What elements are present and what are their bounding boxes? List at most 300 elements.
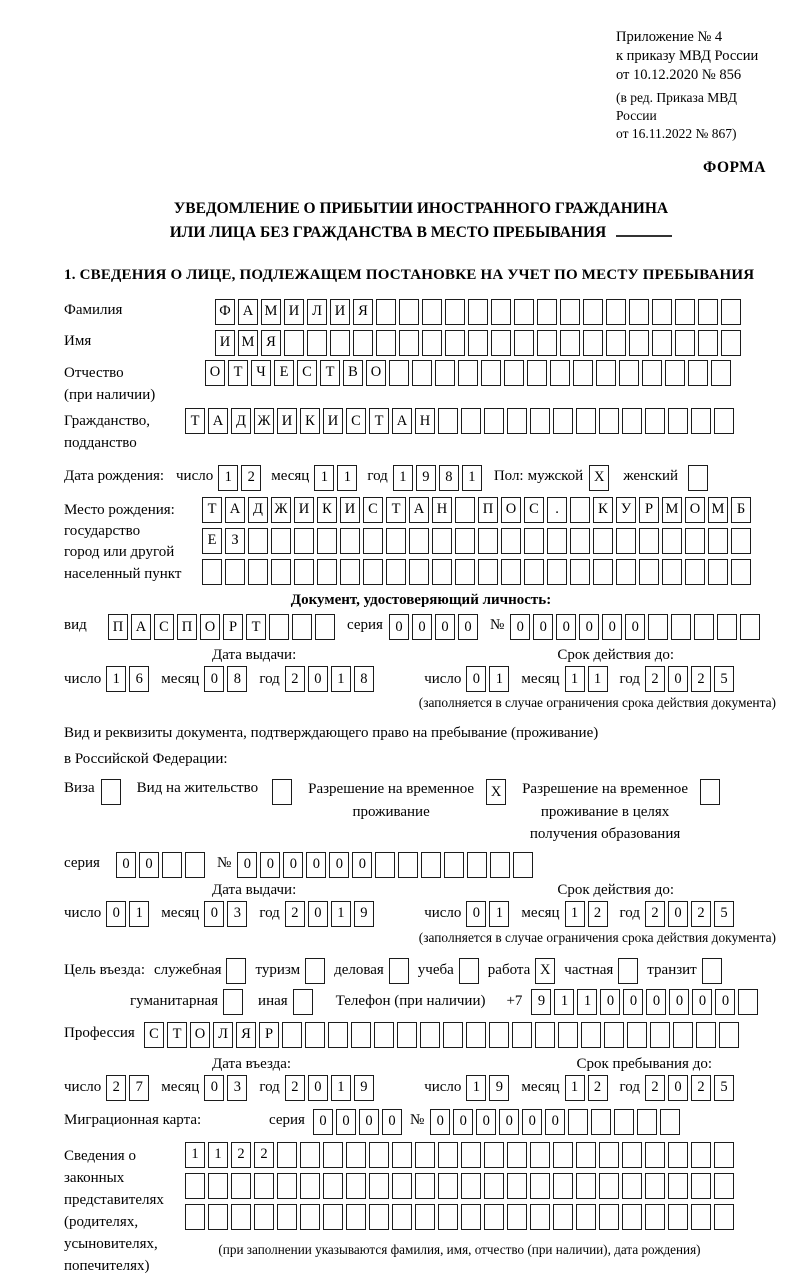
char-box[interactable]: 8 <box>439 465 459 491</box>
char-box[interactable] <box>317 559 337 585</box>
char-box[interactable] <box>537 330 557 356</box>
char-box[interactable]: 0 <box>668 1075 688 1101</box>
char-box[interactable] <box>637 1109 657 1135</box>
char-box[interactable] <box>652 330 672 356</box>
char-box[interactable] <box>435 360 455 386</box>
char-box[interactable] <box>599 1173 619 1199</box>
char-box[interactable]: Н <box>415 408 435 434</box>
char-box[interactable] <box>547 559 567 585</box>
char-box[interactable] <box>639 528 659 554</box>
char-box[interactable] <box>606 330 626 356</box>
char-box[interactable]: Я <box>353 299 373 325</box>
char-box[interactable] <box>507 1173 527 1199</box>
char-box[interactable] <box>305 958 325 984</box>
char-box[interactable]: 3 <box>227 1075 247 1101</box>
char-box[interactable]: 1 <box>129 901 149 927</box>
char-box[interactable]: С <box>144 1022 164 1048</box>
char-box[interactable]: А <box>131 614 151 640</box>
char-box[interactable]: Т <box>320 360 340 386</box>
char-box[interactable]: А <box>392 408 412 434</box>
char-box[interactable] <box>604 1022 624 1048</box>
char-box[interactable] <box>504 360 524 386</box>
char-box[interactable] <box>438 1142 458 1168</box>
char-box[interactable] <box>375 852 395 878</box>
char-box[interactable] <box>369 1142 389 1168</box>
char-box[interactable] <box>491 330 511 356</box>
char-box[interactable]: С <box>346 408 366 434</box>
char-box[interactable] <box>484 1142 504 1168</box>
char-box[interactable]: Р <box>223 614 243 640</box>
char-box[interactable]: З <box>225 528 245 554</box>
char-box[interactable]: 2 <box>588 901 608 927</box>
char-box[interactable] <box>208 1173 228 1199</box>
char-box[interactable] <box>248 528 268 554</box>
char-box[interactable] <box>553 1204 573 1230</box>
char-box[interactable] <box>501 528 521 554</box>
char-box[interactable]: П <box>108 614 128 640</box>
char-box[interactable] <box>583 330 603 356</box>
char-box[interactable] <box>583 299 603 325</box>
char-box[interactable]: 0 <box>602 614 622 640</box>
char-box[interactable] <box>619 360 639 386</box>
char-box[interactable]: 0 <box>306 852 326 878</box>
char-box[interactable] <box>668 1142 688 1168</box>
char-box[interactable]: Ж <box>254 408 274 434</box>
char-box[interactable] <box>412 360 432 386</box>
char-box[interactable] <box>409 559 429 585</box>
char-box[interactable] <box>642 360 662 386</box>
char-box[interactable]: 0 <box>476 1109 496 1135</box>
char-box[interactable] <box>738 989 758 1015</box>
char-box[interactable] <box>374 1022 394 1048</box>
char-box[interactable]: Т <box>167 1022 187 1048</box>
char-box[interactable]: Р <box>259 1022 279 1048</box>
char-box[interactable]: М <box>238 330 258 356</box>
char-box[interactable]: 1 <box>462 465 482 491</box>
char-box[interactable] <box>576 1204 596 1230</box>
char-box[interactable] <box>731 559 751 585</box>
char-box[interactable] <box>512 1022 532 1048</box>
char-box[interactable] <box>101 779 121 805</box>
char-box[interactable] <box>438 1173 458 1199</box>
char-box[interactable] <box>629 299 649 325</box>
char-box[interactable]: Т <box>228 360 248 386</box>
char-box[interactable]: X <box>486 779 506 805</box>
char-box[interactable] <box>231 1173 251 1199</box>
char-box[interactable] <box>530 1204 550 1230</box>
char-box[interactable] <box>570 497 590 523</box>
char-box[interactable]: И <box>340 497 360 523</box>
char-box[interactable] <box>501 559 521 585</box>
char-box[interactable] <box>323 1204 343 1230</box>
char-box[interactable] <box>420 1022 440 1048</box>
char-box[interactable]: И <box>294 497 314 523</box>
char-box[interactable]: 9 <box>416 465 436 491</box>
char-box[interactable] <box>671 614 691 640</box>
char-box[interactable] <box>461 408 481 434</box>
char-box[interactable] <box>330 330 350 356</box>
char-box[interactable]: Ч <box>251 360 271 386</box>
char-box[interactable]: Т <box>246 614 266 640</box>
char-box[interactable]: Т <box>202 497 222 523</box>
char-box[interactable]: 2 <box>691 1075 711 1101</box>
char-box[interactable]: Д <box>248 497 268 523</box>
char-box[interactable]: 1 <box>208 1142 228 1168</box>
char-box[interactable] <box>662 528 682 554</box>
char-box[interactable] <box>444 852 464 878</box>
char-box[interactable] <box>478 528 498 554</box>
char-box[interactable]: О <box>190 1022 210 1048</box>
char-box[interactable] <box>553 408 573 434</box>
char-box[interactable]: 6 <box>129 666 149 692</box>
char-box[interactable]: 0 <box>308 1075 328 1101</box>
char-box[interactable]: 0 <box>389 614 409 640</box>
char-box[interactable] <box>461 1173 481 1199</box>
char-box[interactable] <box>650 1022 670 1048</box>
char-box[interactable] <box>392 1204 412 1230</box>
char-box[interactable]: С <box>297 360 317 386</box>
char-box[interactable]: 2 <box>691 666 711 692</box>
char-box[interactable]: Л <box>213 1022 233 1048</box>
char-box[interactable]: 1 <box>577 989 597 1015</box>
char-box[interactable] <box>675 330 695 356</box>
char-box[interactable] <box>514 299 534 325</box>
char-box[interactable]: 0 <box>600 989 620 1015</box>
char-box[interactable] <box>392 1142 412 1168</box>
char-box[interactable]: И <box>277 408 297 434</box>
char-box[interactable]: 0 <box>116 852 136 878</box>
char-box[interactable]: К <box>317 497 337 523</box>
char-box[interactable] <box>507 1142 527 1168</box>
char-box[interactable] <box>721 299 741 325</box>
char-box[interactable]: 9 <box>489 1075 509 1101</box>
char-box[interactable]: 0 <box>579 614 599 640</box>
char-box[interactable] <box>675 299 695 325</box>
char-box[interactable]: 9 <box>354 1075 374 1101</box>
char-box[interactable]: 1 <box>554 989 574 1015</box>
char-box[interactable] <box>481 360 501 386</box>
char-box[interactable]: 0 <box>359 1109 379 1135</box>
char-box[interactable] <box>614 1109 634 1135</box>
char-box[interactable] <box>645 408 665 434</box>
char-box[interactable]: 1 <box>331 1075 351 1101</box>
char-box[interactable] <box>714 408 734 434</box>
char-box[interactable] <box>398 852 418 878</box>
char-box[interactable] <box>527 360 547 386</box>
char-box[interactable] <box>459 958 479 984</box>
char-box[interactable] <box>467 852 487 878</box>
char-box[interactable]: О <box>205 360 225 386</box>
char-box[interactable] <box>491 299 511 325</box>
char-box[interactable] <box>226 958 246 984</box>
char-box[interactable]: 0 <box>533 614 553 640</box>
char-box[interactable]: 2 <box>691 901 711 927</box>
char-box[interactable]: О <box>366 360 386 386</box>
char-box[interactable] <box>714 1142 734 1168</box>
char-box[interactable]: 0 <box>204 666 224 692</box>
char-box[interactable]: 1 <box>314 465 334 491</box>
char-box[interactable]: 1 <box>331 666 351 692</box>
char-box[interactable]: 1 <box>218 465 238 491</box>
char-box[interactable]: 2 <box>241 465 261 491</box>
char-box[interactable] <box>524 559 544 585</box>
char-box[interactable] <box>622 1204 642 1230</box>
char-box[interactable]: 1 <box>331 901 351 927</box>
char-box[interactable] <box>254 1173 274 1199</box>
char-box[interactable] <box>340 559 360 585</box>
char-box[interactable] <box>558 1022 578 1048</box>
char-box[interactable] <box>455 497 475 523</box>
char-box[interactable]: С <box>524 497 544 523</box>
char-box[interactable]: Е <box>274 360 294 386</box>
char-box[interactable] <box>277 1142 297 1168</box>
char-box[interactable] <box>576 408 596 434</box>
char-box[interactable] <box>415 1142 435 1168</box>
char-box[interactable] <box>530 1142 550 1168</box>
char-box[interactable]: 1 <box>185 1142 205 1168</box>
char-box[interactable] <box>573 360 593 386</box>
char-box[interactable] <box>478 559 498 585</box>
char-box[interactable] <box>599 1142 619 1168</box>
char-box[interactable]: 0 <box>669 989 689 1015</box>
char-box[interactable] <box>691 1173 711 1199</box>
char-box[interactable] <box>694 614 714 640</box>
char-box[interactable]: 0 <box>435 614 455 640</box>
char-box[interactable] <box>568 1109 588 1135</box>
char-box[interactable] <box>714 1204 734 1230</box>
char-box[interactable] <box>376 330 396 356</box>
char-box[interactable] <box>185 852 205 878</box>
char-box[interactable]: 0 <box>204 901 224 927</box>
char-box[interactable] <box>284 330 304 356</box>
char-box[interactable] <box>507 408 527 434</box>
char-box[interactable]: Б <box>731 497 751 523</box>
char-box[interactable] <box>369 1173 389 1199</box>
char-box[interactable]: Т <box>185 408 205 434</box>
char-box[interactable] <box>688 465 708 491</box>
char-box[interactable] <box>386 528 406 554</box>
char-box[interactable] <box>307 330 327 356</box>
char-box[interactable] <box>606 299 626 325</box>
char-box[interactable] <box>353 330 373 356</box>
char-box[interactable] <box>668 408 688 434</box>
char-box[interactable] <box>300 1173 320 1199</box>
char-box[interactable]: 0 <box>430 1109 450 1135</box>
char-box[interactable] <box>162 852 182 878</box>
char-box[interactable] <box>458 360 478 386</box>
char-box[interactable] <box>376 299 396 325</box>
char-box[interactable] <box>576 1142 596 1168</box>
char-box[interactable] <box>576 1173 596 1199</box>
char-box[interactable]: 3 <box>227 901 247 927</box>
char-box[interactable]: А <box>225 497 245 523</box>
char-box[interactable]: 2 <box>254 1142 274 1168</box>
char-box[interactable]: 0 <box>106 901 126 927</box>
char-box[interactable]: . <box>547 497 567 523</box>
char-box[interactable] <box>660 1109 680 1135</box>
char-box[interactable]: 2 <box>231 1142 251 1168</box>
char-box[interactable]: К <box>300 408 320 434</box>
char-box[interactable]: 0 <box>466 666 486 692</box>
char-box[interactable] <box>696 1022 716 1048</box>
char-box[interactable]: 1 <box>565 666 585 692</box>
char-box[interactable] <box>294 528 314 554</box>
char-box[interactable] <box>596 360 616 386</box>
char-box[interactable] <box>524 528 544 554</box>
char-box[interactable]: 0 <box>382 1109 402 1135</box>
char-box[interactable] <box>668 1204 688 1230</box>
char-box[interactable]: 1 <box>337 465 357 491</box>
char-box[interactable] <box>293 989 313 1015</box>
char-box[interactable] <box>662 559 682 585</box>
char-box[interactable] <box>369 1204 389 1230</box>
char-box[interactable]: 0 <box>510 614 530 640</box>
char-box[interactable] <box>599 408 619 434</box>
char-box[interactable] <box>315 614 335 640</box>
char-box[interactable] <box>328 1022 348 1048</box>
char-box[interactable] <box>550 360 570 386</box>
char-box[interactable] <box>292 614 312 640</box>
char-box[interactable]: С <box>363 497 383 523</box>
char-box[interactable]: 0 <box>668 901 688 927</box>
char-box[interactable] <box>351 1022 371 1048</box>
char-box[interactable]: Я <box>236 1022 256 1048</box>
char-box[interactable] <box>581 1022 601 1048</box>
char-box[interactable]: О <box>685 497 705 523</box>
char-box[interactable] <box>386 559 406 585</box>
char-box[interactable] <box>346 1204 366 1230</box>
char-box[interactable] <box>553 1142 573 1168</box>
char-box[interactable] <box>208 1204 228 1230</box>
char-box[interactable]: А <box>208 408 228 434</box>
char-box[interactable] <box>438 408 458 434</box>
char-box[interactable] <box>422 299 442 325</box>
char-box[interactable]: 9 <box>354 901 374 927</box>
char-box[interactable] <box>593 528 613 554</box>
char-box[interactable] <box>622 1142 642 1168</box>
char-box[interactable]: 1 <box>466 1075 486 1101</box>
char-box[interactable]: П <box>478 497 498 523</box>
char-box[interactable] <box>363 559 383 585</box>
char-box[interactable]: 0 <box>308 666 328 692</box>
char-box[interactable] <box>461 1142 481 1168</box>
char-box[interactable]: 8 <box>354 666 374 692</box>
char-box[interactable] <box>415 1173 435 1199</box>
char-box[interactable]: А <box>409 497 429 523</box>
char-box[interactable] <box>392 1173 412 1199</box>
char-box[interactable] <box>225 559 245 585</box>
char-box[interactable] <box>445 330 465 356</box>
char-box[interactable] <box>432 528 452 554</box>
char-box[interactable]: 0 <box>692 989 712 1015</box>
char-box[interactable]: 5 <box>714 666 734 692</box>
char-box[interactable] <box>399 299 419 325</box>
char-box[interactable]: 1 <box>393 465 413 491</box>
char-box[interactable] <box>202 559 222 585</box>
char-box[interactable] <box>591 1109 611 1135</box>
char-box[interactable]: П <box>177 614 197 640</box>
char-box[interactable] <box>269 614 289 640</box>
char-box[interactable]: 2 <box>285 666 305 692</box>
char-box[interactable]: 0 <box>308 901 328 927</box>
char-box[interactable] <box>560 330 580 356</box>
char-box[interactable]: 0 <box>522 1109 542 1135</box>
char-box[interactable] <box>399 330 419 356</box>
char-box[interactable] <box>185 1173 205 1199</box>
char-box[interactable]: И <box>215 330 235 356</box>
char-box[interactable] <box>346 1142 366 1168</box>
char-box[interactable]: Т <box>369 408 389 434</box>
char-box[interactable]: Д <box>231 408 251 434</box>
char-box[interactable]: X <box>535 958 555 984</box>
char-box[interactable] <box>271 528 291 554</box>
char-box[interactable] <box>629 330 649 356</box>
char-box[interactable]: 0 <box>545 1109 565 1135</box>
char-box[interactable] <box>340 528 360 554</box>
char-box[interactable]: 0 <box>668 666 688 692</box>
char-box[interactable]: 2 <box>645 901 665 927</box>
char-box[interactable] <box>622 408 642 434</box>
char-box[interactable] <box>639 559 659 585</box>
char-box[interactable]: М <box>708 497 728 523</box>
char-box[interactable]: 8 <box>227 666 247 692</box>
char-box[interactable] <box>455 559 475 585</box>
char-box[interactable] <box>185 1204 205 1230</box>
char-box[interactable] <box>466 1022 486 1048</box>
char-box[interactable] <box>507 1204 527 1230</box>
char-box[interactable] <box>627 1022 647 1048</box>
char-box[interactable]: 1 <box>565 901 585 927</box>
char-box[interactable]: 0 <box>453 1109 473 1135</box>
char-box[interactable] <box>553 1173 573 1199</box>
char-box[interactable] <box>389 958 409 984</box>
char-box[interactable]: 0 <box>625 614 645 640</box>
char-box[interactable]: Л <box>307 299 327 325</box>
char-box[interactable] <box>432 559 452 585</box>
char-box[interactable] <box>717 614 737 640</box>
char-box[interactable]: 0 <box>336 1109 356 1135</box>
char-box[interactable]: 0 <box>556 614 576 640</box>
char-box[interactable] <box>484 1204 504 1230</box>
char-box[interactable]: К <box>593 497 613 523</box>
char-box[interactable] <box>691 1142 711 1168</box>
char-box[interactable] <box>397 1022 417 1048</box>
char-box[interactable]: 2 <box>588 1075 608 1101</box>
char-box[interactable] <box>513 852 533 878</box>
char-box[interactable] <box>223 989 243 1015</box>
char-box[interactable]: 0 <box>646 989 666 1015</box>
char-box[interactable]: В <box>343 360 363 386</box>
char-box[interactable] <box>317 528 337 554</box>
char-box[interactable] <box>685 528 705 554</box>
char-box[interactable] <box>711 360 731 386</box>
char-box[interactable]: И <box>323 408 343 434</box>
char-box[interactable] <box>415 1204 435 1230</box>
char-box[interactable] <box>698 330 718 356</box>
char-box[interactable] <box>409 528 429 554</box>
char-box[interactable] <box>363 528 383 554</box>
char-box[interactable]: 0 <box>715 989 735 1015</box>
char-box[interactable]: 0 <box>260 852 280 878</box>
char-box[interactable] <box>618 958 638 984</box>
char-box[interactable]: 2 <box>645 666 665 692</box>
char-box[interactable] <box>652 299 672 325</box>
char-box[interactable] <box>535 1022 555 1048</box>
char-box[interactable] <box>445 299 465 325</box>
char-box[interactable]: Ж <box>271 497 291 523</box>
char-box[interactable] <box>599 1204 619 1230</box>
char-box[interactable] <box>685 559 705 585</box>
